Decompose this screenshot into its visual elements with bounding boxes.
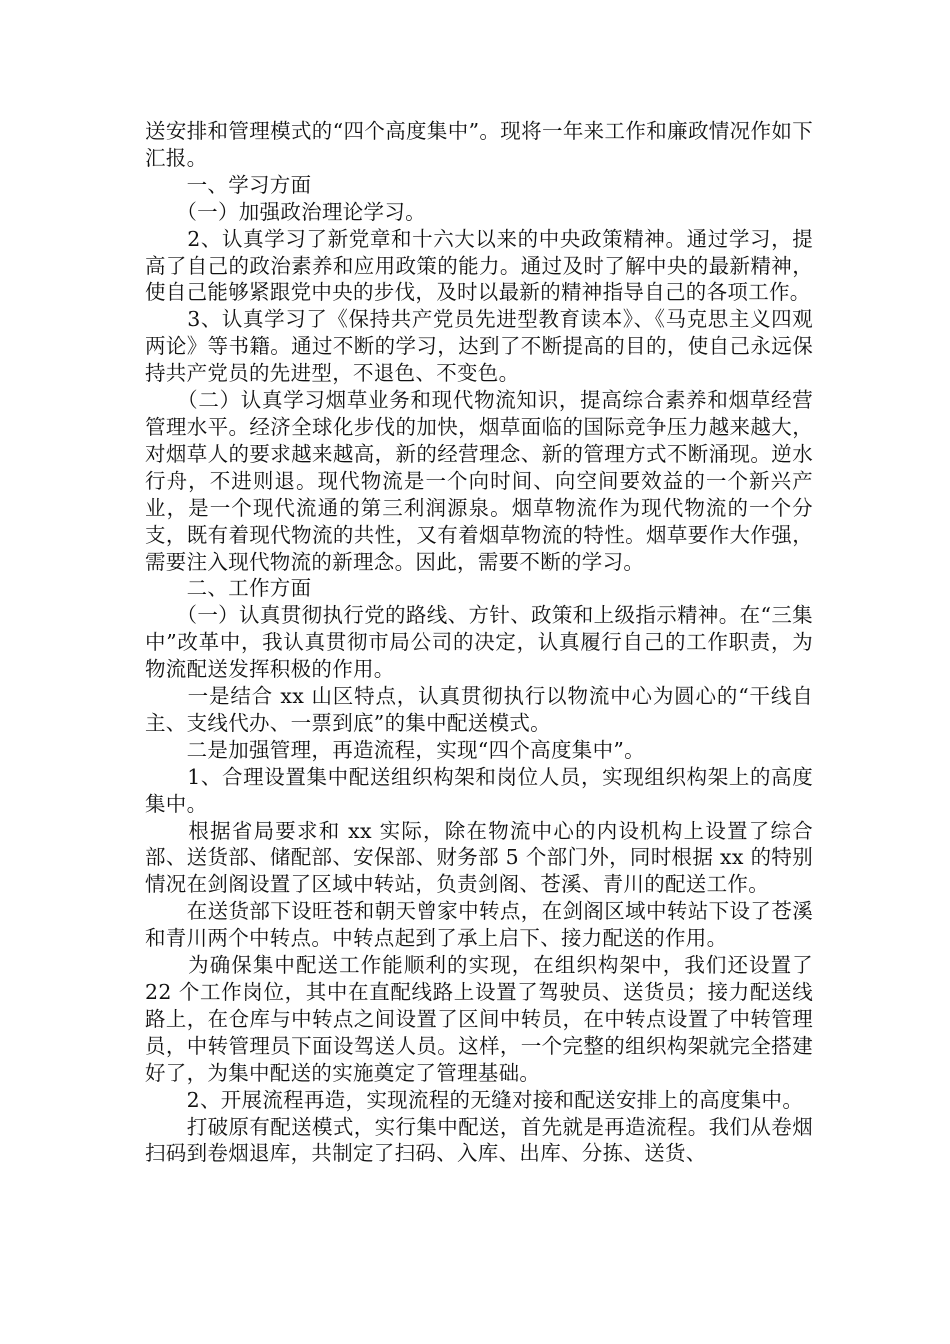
paragraph: （一）认真贯彻执行党的路线、方针、政策和上级指示精神。在“三集中”改革中，我认真贯彻市局公司的决定，认真履行自己的工作职责，为物流配送发挥积极的作用。 [145, 603, 813, 682]
paragraph: 2、开展流程再造，实现流程的无缝对接和配送安排上的高度集中。 [145, 1087, 804, 1112]
paragraph: 送安排和管理模式的“四个高度集中”。现将一年来工作和廉政情况作如下汇报。 [145, 119, 813, 170]
paragraph: 一是结合 xx 山区特点，认真贯彻执行以物流中心为圆心的“干线自主、支线代办、一票到底”的集中配送模式。 [145, 684, 813, 735]
subsection-heading: （一）加强政治理论学习。 [145, 199, 426, 224]
paragraph: 为确保集中配送工作能顺利的实现，在组织构架中，我们还设置了 22 个工作岗位，其中在直配线路上设置了驾驶员、送货员；接力配送线路上，在仓库与中转点之间设置了区间中转员，在中转点设置了中转管理员，中转管理员下面设驾送人员。这样，一个完整的组织构架就完全搭建好了，为集中配送的实施奠定了管理基础。 [145, 953, 813, 1085]
document-page [145, 118, 813, 1167]
section-heading: 二、工作方面 [145, 576, 312, 601]
paragraph: 二是加强管理，再造流程，实现“四个高度集中”。 [145, 737, 645, 762]
paragraph: 1、合理设置集中配送组织构架和岗位人员，实现组织构架上的高度集中。 [145, 764, 813, 816]
paragraph: 在送货部下设旺苍和朝天曾家中转点，在剑阁区域中转站下设了苍溪和青川两个中转点。中转点起到了承上启下、接力配送的作用。 [145, 899, 813, 951]
paragraph: （二）认真学习烟草业务和现代物流知识，提高综合素养和烟草经营管理水平。经济全球化步伐的加快，烟草面临的国际竞争压力越来越大，对烟草人的要求越来越高，新的经营理念、新的管理方式不断涌现。逆水行舟，不进则退。现代物流是一个向时间、向空间要效益的一个新兴产业，是一个现代流通的第三利润源泉。烟草物流作为现代物流的一个分支，既有着现代物流的共性，又有着烟草物流的特性。烟草要作大作强，需要注入现代物流的新理念。因此，需要不断的学习。 [145, 388, 813, 574]
paragraph: 3、认真学习了《保持共产党员先进型教育读本》、《马克思主义四观两论》等书籍。通过不断的学习，达到了不断提高的目的，使自己永远保持共产党员的先进型，不退色、不变色。 [145, 307, 813, 386]
section-heading: 一、学习方面 [145, 172, 312, 197]
paragraph: 2、认真学习了新党章和十六大以来的中央政策精神。通过学习，提高了自己的政治素养和应用政策的能力。通过及时了解中央的最新精神，使自己能够紧跟党中央的步伐，及时以最新的精神指导自己的各项工作。 [145, 226, 813, 305]
paragraph: 打破原有配送模式，实行集中配送，首先就是再造流程。我们从卷烟扫码到卷烟退库，共制定了扫码、入库、出库、分拣、送货、 [145, 1114, 813, 1166]
paragraph: 根据省局要求和 xx 实际，除在物流中心的内设机构上设置了综合部、送货部、储配部、安保部、财务部 5 个部门外，同时根据 xx 的特别情况在剑阁设置了区域中转站，负责剑阁、苍溪、青川的配送工作。 [145, 818, 813, 897]
